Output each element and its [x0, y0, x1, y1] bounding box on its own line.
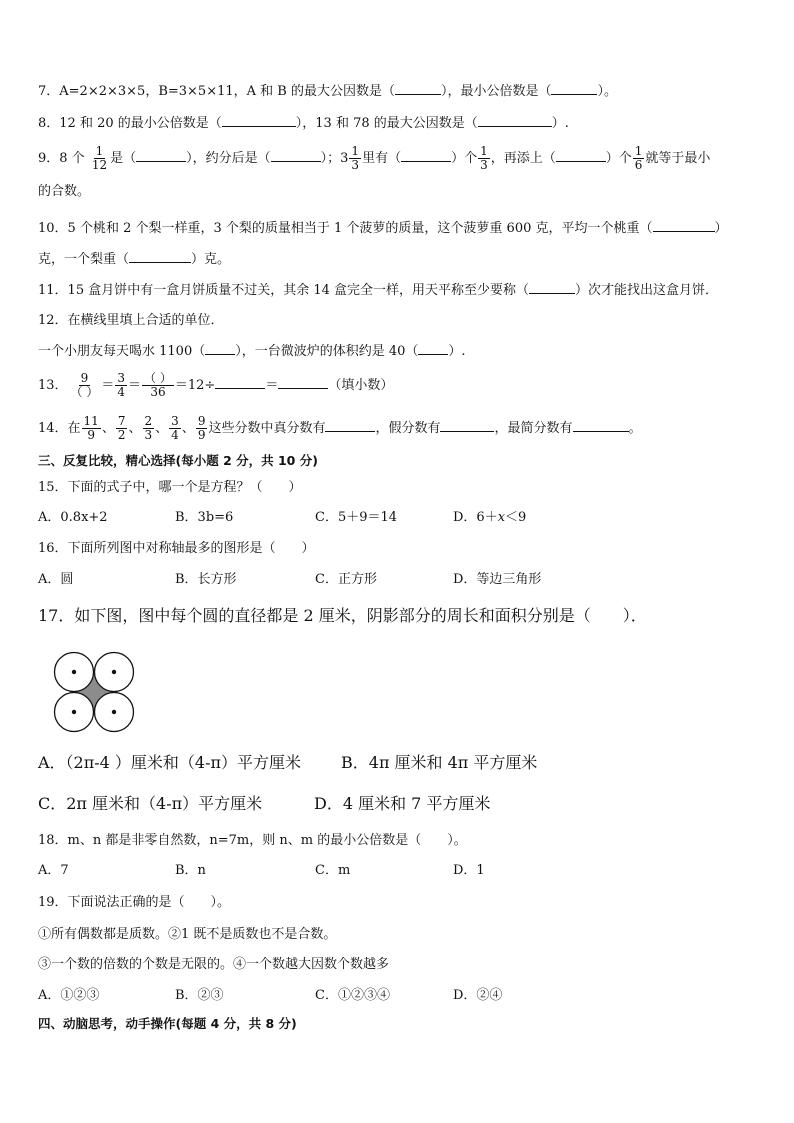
- question-13: 13． $\frac{9}{( )}$ ＝ $\frac{3}{4}$ ＝ $\frac{( )}{36}$ ＝12÷ ＝ （填小数）: [38, 371, 394, 399]
- answer-blank[interactable]: [215, 376, 265, 389]
- option-c[interactable]: C．5＋9＝14: [315, 510, 398, 525]
- option-a[interactable]: A．0.8x+2: [38, 510, 108, 525]
- option-c[interactable]: C．m: [315, 863, 351, 878]
- option-d[interactable]: D．②④: [453, 988, 503, 1003]
- section-heading: 三、反复比较，精心选择(每小题 2 分，共 10 分): [38, 453, 318, 468]
- section-heading: 四、动脑思考，动手操作(每题 4 分，共 8 分): [38, 1016, 297, 1031]
- answer-blank[interactable]: [418, 342, 448, 355]
- question-12-title: 12．在横线里填上合适的单位．: [38, 313, 224, 328]
- option-b[interactable]: B．4π 厘米和 4π 平方厘米: [341, 753, 538, 772]
- question-8: 8．12 和 20 的最小公倍数是（ ），13 和 78 的最大公因数是（ ）.: [38, 116, 569, 131]
- fraction: $\frac{2}{3}$: [144, 414, 153, 442]
- four-circles-figure: [52, 650, 136, 734]
- shaded-region: [74, 672, 114, 712]
- statement-line-2: ③一个数的倍数的个数是无限的。④一个数越大因数个数越多: [38, 957, 390, 972]
- fraction: $\frac{3}{4}$: [171, 414, 179, 442]
- question-7: 7．A=2×2×3×5，B=3×5×11，A 和 B 的最大公因数是（ ），最小公倍数是（ ）。: [38, 84, 617, 99]
- answer-blank[interactable]: [440, 419, 494, 432]
- question-10: 10．5 个桃和 2 个梨一样重，3 个梨的质量相当于 1 个菠萝的质量，这个菠萝重 600 克，平均一个桃重（ ）: [38, 221, 728, 236]
- answer-blank[interactable]: [129, 250, 191, 263]
- answer-blank[interactable]: [401, 149, 451, 162]
- option-d[interactable]: D．6＋x＜9: [453, 510, 527, 525]
- fraction: $\frac{( )}{36}$: [144, 371, 172, 399]
- option-b[interactable]: B．3b=6: [175, 510, 234, 525]
- option-d[interactable]: D．4 厘米和 7 平方厘米: [314, 794, 491, 813]
- option-d[interactable]: D．1: [453, 863, 485, 878]
- option-b[interactable]: B．②③: [175, 988, 224, 1003]
- answer-blank[interactable]: [222, 114, 296, 127]
- option-a[interactable]: A．（2π-4 ）厘米和（4-π）平方厘米: [38, 753, 302, 772]
- answer-blank[interactable]: [653, 219, 715, 232]
- option-c[interactable]: C．2π 厘米和（4-π）平方厘米: [38, 794, 263, 813]
- option-b[interactable]: B．长方形: [175, 572, 237, 587]
- option-a[interactable]: A．①②③: [38, 988, 100, 1003]
- question-9-cont: 的合数。: [38, 184, 91, 199]
- question-16: 16．下面所列图中对称轴最多的图形是（ ）: [38, 541, 315, 556]
- answer-blank[interactable]: [395, 82, 441, 95]
- question-15: 15．下面的式子中，哪一个是方程？（ ）: [38, 480, 302, 495]
- answer-blank[interactable]: [278, 376, 328, 389]
- center-dot: [72, 670, 76, 674]
- option-d[interactable]: D．等边三角形: [453, 572, 542, 587]
- option-b[interactable]: B．n: [175, 863, 206, 878]
- fraction: $\frac{1}{3}$: [480, 144, 488, 172]
- fraction: $\frac{9}{( )}$: [70, 371, 99, 399]
- answer-blank[interactable]: [556, 149, 606, 162]
- fraction: $\frac{1}{12}$: [91, 144, 108, 172]
- option-c[interactable]: C．正方形: [315, 572, 377, 587]
- fraction: $\frac{1}{6}$: [634, 144, 643, 172]
- question-18: 18．m、n 都是非零自然数，n=7m，则 n、m 的最小公倍数是（ ）。: [38, 833, 467, 848]
- answer-blank[interactable]: [573, 419, 629, 432]
- answer-blank[interactable]: [478, 114, 552, 127]
- answer-blank[interactable]: [136, 149, 186, 162]
- question-14: 14．在 $\frac{11}{9}$ 、 $\frac{7}{2}$ 、 $\frac{2}{3}$ 、 $\frac{3}{4}$ 、 $\frac{9}{9}$ 这些分数中真分数有 ，假分数有 ，最简分数有 。: [38, 414, 642, 442]
- question-10-cont: 克，一个梨重（ ）克。: [38, 252, 231, 267]
- question-12: 一个小朋友每天喝水 1100（ ），一台微波炉的体积约是 40（ ）.: [38, 344, 466, 359]
- question-17: 17．如下图，图中每个圆的直径都是 2 厘米，阴影部分的周长和面积分别是（ ）．: [38, 606, 647, 625]
- answer-blank[interactable]: [529, 281, 575, 294]
- answer-blank[interactable]: [325, 419, 375, 432]
- option-a[interactable]: A．7: [38, 863, 69, 878]
- answer-blank[interactable]: [551, 82, 597, 95]
- fraction: $\frac{9}{9}$: [197, 414, 206, 442]
- fraction: $\frac{1}{3}$: [351, 144, 360, 172]
- fraction: $\frac{7}{2}$: [117, 414, 126, 442]
- center-dot: [72, 710, 76, 714]
- question-19: 19．下面说法正确的是（ ）。: [38, 895, 231, 910]
- question-11: 11．15 盒月饼中有一盒月饼质量不过关，其余 14 盒完全一样，用天平称至少要称（ ）次才能找出这盒月饼．: [38, 283, 719, 298]
- question-9: 9．8 个 $\frac{1}{12}$ 是（ ），约分后是（ ）；3 $\frac{1}{3}$ 里有（ ）个 $\frac{1}{3}$ ，再添上（ ）个 $\frac{1}{6}$ 就等于最小: [38, 144, 711, 172]
- fraction: $\frac{3}{4}$: [117, 371, 126, 399]
- center-dot: [112, 710, 116, 714]
- option-a[interactable]: A．圆: [38, 572, 74, 587]
- statement-line-1: ①所有偶数都是质数。②1 既不是质数也不是合数。: [38, 927, 337, 942]
- answer-blank[interactable]: [205, 342, 235, 355]
- option-c[interactable]: C．①②③④: [315, 988, 390, 1003]
- center-dot: [112, 670, 116, 674]
- answer-blank[interactable]: [271, 149, 321, 162]
- fraction: $\frac{11}{9}$: [83, 414, 99, 442]
